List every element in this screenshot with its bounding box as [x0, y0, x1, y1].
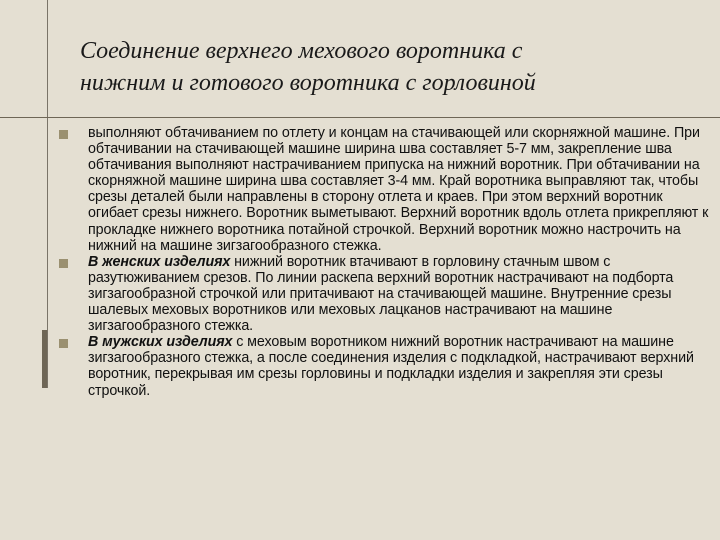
title-line-2: нижним и готового воротника с горловиной — [80, 70, 536, 96]
item-text-container — [88, 125, 710, 254]
item-text: нижний воротник втачивают в горловину стачным швом с разутюживанием срезов. По линии раскепа верхний воротник настрачивают на подборта зигзагообразной строчкой или притачивают на стачивающей машине. Внутренние срезы шалевых меховых воротников или меховых лацканов настрачивают на машине зигзагообразного стежка. — [88, 253, 674, 335]
list-item — [0, 125, 720, 254]
bullet-list — [0, 125, 720, 399]
list-item — [0, 254, 720, 334]
list-item — [0, 334, 720, 398]
item-lead: В мужских изделиях — [88, 334, 233, 351]
square-bullet-icon — [59, 130, 68, 139]
item-text: выполняют обтачиванием по отлету и концам на стачивающей или скорняжной машине. При обтачивании на стачивающей машине ширина шва составляет 5-7 мм, закрепление шва обтачивания выполняют настрачиванием припуска на нижний воротник. При обтачивании на скорняжной машине ширина шва составляет 3-4 мм. Край воротника выправляют так, чтобы срезы деталей были направлены в сторону отлета и краев. При этом верхний воротник огибает срезы нижнего. Воротник выметывают. Верхний воротник вдоль отлета прикрепляют к прокладке нижнего воротника потайной строчкой. Верхний воротник можно настрочить на нижний на машине зигзагообразного стежка. — [88, 125, 709, 254]
title-divider — [0, 117, 720, 118]
slide-title — [80, 35, 700, 99]
item-lead: В женских изделиях — [88, 253, 231, 270]
item-text-container — [88, 254, 710, 334]
item-text: с меховым воротником нижний воротник настрачивают на машине зигзагообразного стежка, а после соединения изделия с подкладкой, настрачивают верхний воротник, перекрывая им срезы горловины и подкладки изделия и закрепляя эти срезы строчкой. — [88, 334, 694, 399]
item-text-container — [88, 334, 710, 398]
title-line-1: Соединение верхнего мехового воротника с — [80, 38, 523, 64]
square-bullet-icon — [59, 259, 68, 268]
square-bullet-icon — [59, 339, 68, 348]
